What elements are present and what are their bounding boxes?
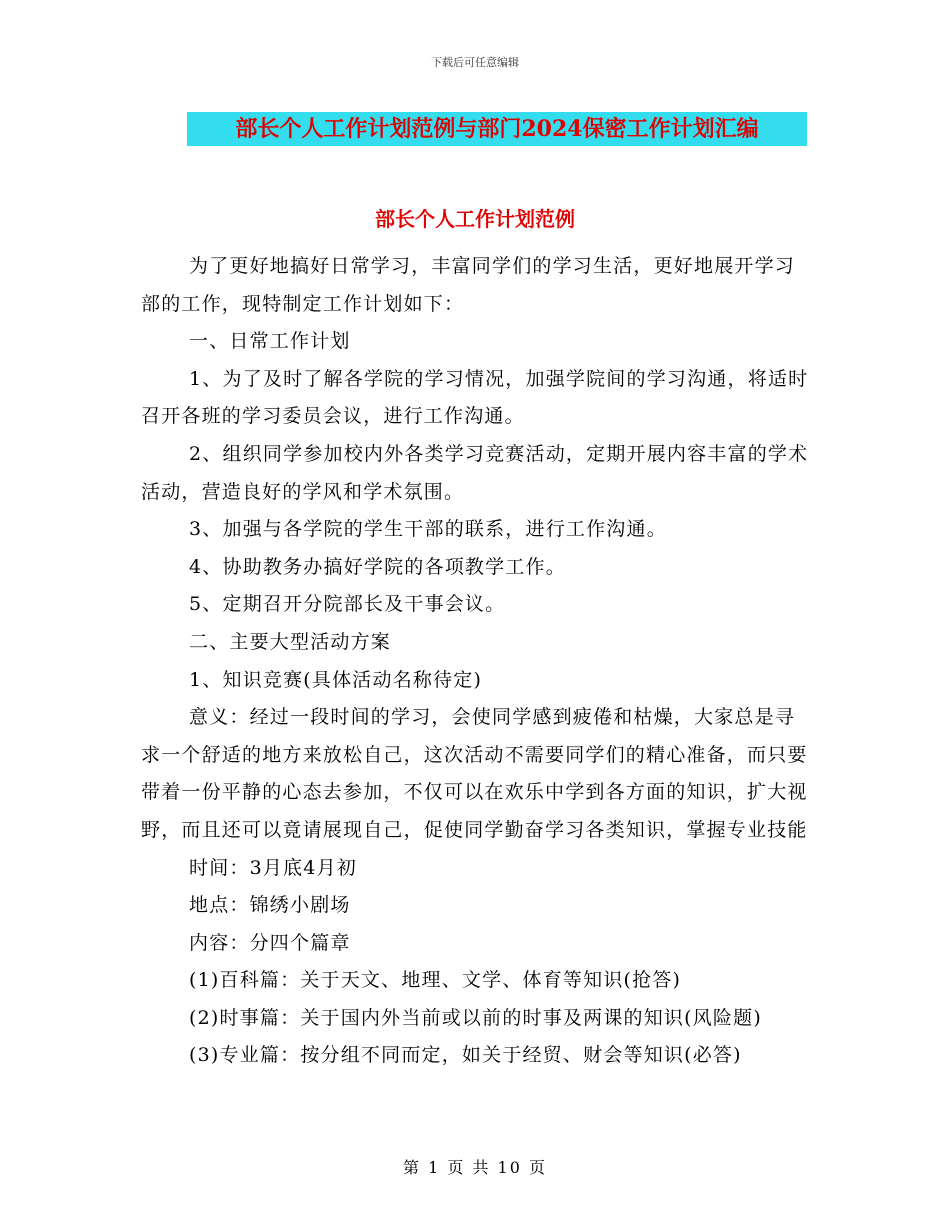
section-title: 部长个人工作计划范例 xyxy=(375,207,575,231)
paragraph: 二、主要大型活动方案 xyxy=(189,630,392,653)
document-body xyxy=(141,248,809,1075)
paragraph: 5、定期召开分院部长及干事会议。 xyxy=(189,593,506,616)
paragraph: 4、协助教务办搞好学院的各项教学工作。 xyxy=(189,555,566,578)
paragraph: (1)百科篇：关于天文、地理、文学、体育等知识(抢答) xyxy=(189,969,682,992)
paragraph: (3)专业篇：按分组不同而定，如关于经贸、财会等知识(必答) xyxy=(189,1044,742,1067)
paragraph: 3、加强与各学院的学生干部的联系，进行工作沟通。 xyxy=(189,518,667,541)
paragraph: 1、知识竞赛(具体活动名称待定) xyxy=(189,668,483,691)
paragraph: 1、为了及时了解各学院的学习情况，加强学院间的学习沟通，将适时召开各班的学习委员会议，进行工作沟通。 xyxy=(141,367,809,428)
paragraph: (2)时事篇：关于国内外当前或以前的时事及两课的知识(风险题) xyxy=(189,1006,762,1029)
page-number-footer: 第 1 页 共 10 页 xyxy=(403,1158,547,1177)
paragraph: 地点：锦绣小剧场 xyxy=(189,894,351,917)
document-title: 部长个人工作计划范例与部门2024保密工作计划汇编 xyxy=(235,116,759,142)
document-title-highlight xyxy=(187,112,807,146)
paragraph: 意义：经过一段时间的学习，会使同学感到疲倦和枯燥，大家总是寻求一个舒适的地方来放松自己，这次活动不需要同学们的精心准备，而只要带着一份平静的心态去参加，不仅可以在欢乐中学到各方面的知识，扩大视野，而且还可以竟请展现自己，促使同学勤奋学习各类知识，掌握专业技能 xyxy=(141,706,808,841)
paragraph: 一、日常工作计划 xyxy=(189,330,351,353)
header-note: 下载后可任意编辑 xyxy=(431,56,519,69)
paragraph: 时间：3月底4月初 xyxy=(189,856,357,879)
paragraph: 内容：分四个篇章 xyxy=(189,931,351,954)
paragraph: 为了更好地搞好日常学习，丰富同学们的学习生活，更好地展开学习部的工作，现特制定工作计划如下： xyxy=(141,255,796,315)
paragraph: 2、组织同学参加校内外各类学习竞赛活动，定期开展内容丰富的学术活动，营造良好的学风和学术氛围。 xyxy=(141,442,809,503)
